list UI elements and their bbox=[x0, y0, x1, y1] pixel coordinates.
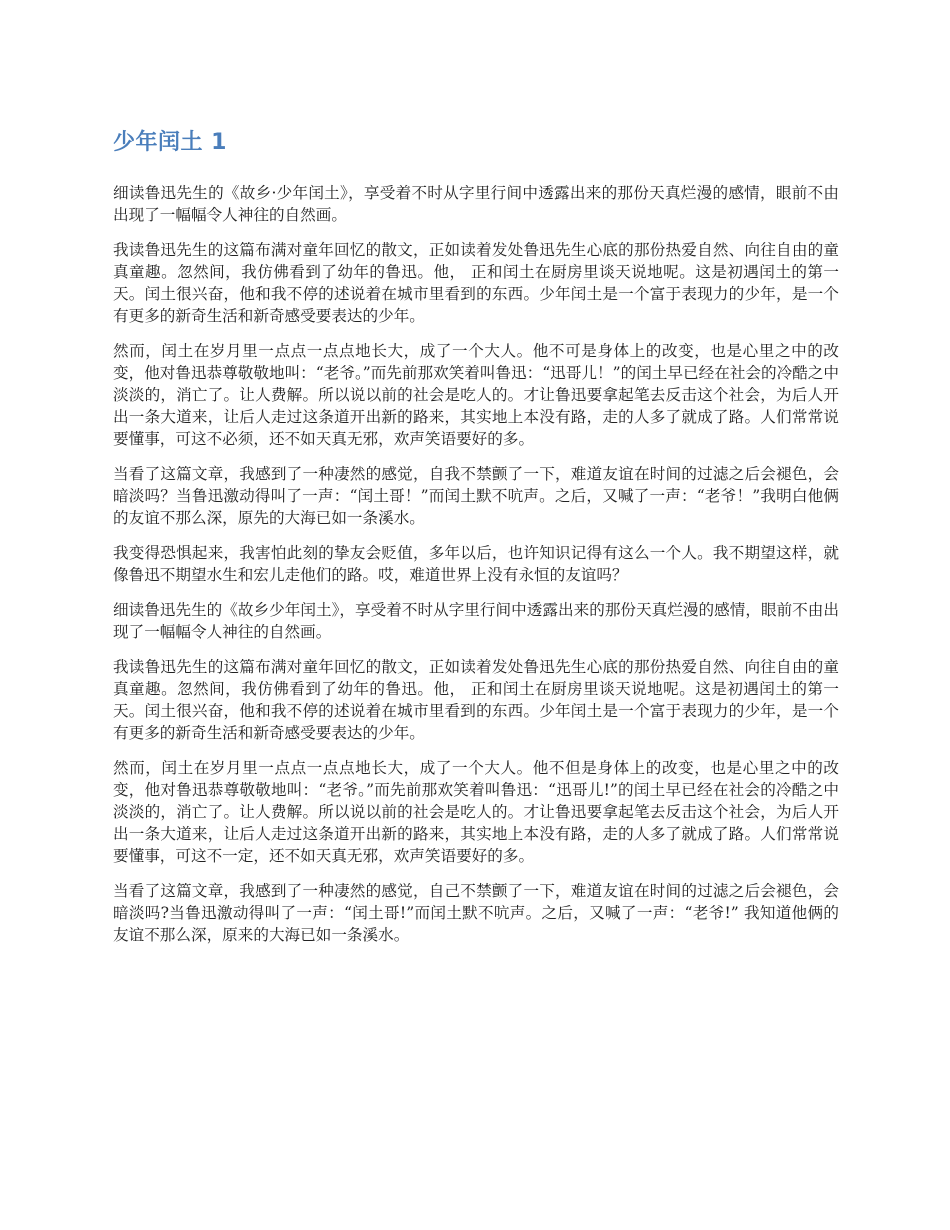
paragraph-5: 我变得恐惧起来，我害怕此刻的挚友会贬值，多年以后，也许知识记得有这么一个人。我不期望这样，就像鲁迅不期望水生和宏儿走他们的路。哎，难道世界上没有永恒的友谊吗？ bbox=[113, 544, 839, 584]
paragraph-3: 然而，闰土在岁月里一点点一点点地长大，成了一个大人。他不可是身体上的改变，也是心里之中的改变，他对鲁迅恭尊敬敬地叫：“老爷。”而先前那欢笑着叫鲁迅：“迅哥儿！”的闰土早已经在社会的冷酷之中淡淡的，消亡了。让人费解。所以说以前的社会是吃人的。才让鲁迅要拿起笔去反击这个社会，为后人开出一条大道来，让后人走过这条道开出新的路来，其实地上本没有路，走的人多了就成了路。人们常常说要懂事，可这不必须，还不如天真无邪，欢声笑语要好的多。 bbox=[113, 342, 839, 448]
paragraph-2: 我读鲁迅先生的这篇布满对童年回忆的散文，正如读着发处鲁迅先生心底的那份热爱自然、向往自由的童真童趣。忽然间，我仿佛看到了幼年的鲁迅。他， 正和闰土在厨房里谈天说地呢。这是初遇闰土的第一天。闰土很兴奋，他和我不停的述说着在城市里看到的东西。少年闰土是一个富于表现力的少年，是一个有更多的新奇生活和新奇感受要表达的少年。 bbox=[113, 241, 839, 325]
paragraph-7: 我读鲁迅先生的这篇布满对童年回忆的散文，正如读着发处鲁迅先生心底的那份热爱自然、向往自由的童真童趣。忽然间，我仿佛看到了幼年的鲁迅。他， 正和闰土在厨房里谈天说地呢。这是初遇闰土的第一天。闰土很兴奋，他和我不停的述说着在城市里看到的东西。少年闰土是一个富于表现力的少年，是一个有更多的新奇生活和新奇感受要表达的少年。 bbox=[113, 658, 839, 742]
paragraph-4: 当看了这篇文章，我感到了一种凄然的感觉，自我不禁颤了一下，难道友谊在时间的过滤之后会褪色，会暗淡吗？当鲁迅激动得叫了一声：“闰土哥！”而闰土默不吭声。之后，又喊了一声：“老爷！”我明白他俩的友谊不那么深，原先的大海已如一条溪水。 bbox=[113, 465, 839, 527]
paragraph-9: 当看了这篇文章，我感到了一种凄然的感觉，自己不禁颤了一下，难道友谊在时间的过滤之后会褪色，会暗淡吗?当鲁迅激动得叫了一声：“闰土哥!”而闰土默不吭声。之后，又喊了一声：“老爷!” 我知道他俩的友谊不那么深，原来的大海已如一条溪水。 bbox=[113, 882, 839, 944]
document-body bbox=[113, 128, 839, 959]
paragraph-1: 细读鲁迅先生的《故乡·少年闰土》，享受着不时从字里行间中透露出来的那份天真烂漫的感情，眼前不由出现了一幅幅令人神往的自然画。 bbox=[113, 184, 839, 224]
paragraph-8: 然而，闰土在岁月里一点点一点点地长大，成了一个大人。他不但是身体上的改变，也是心里之中的改变，他对鲁迅恭尊敬敬地叫：“老爷。”而先前那欢笑着叫鲁迅：“迅哥儿!”的闰土早已经在社会的冷酷之中淡淡的，消亡了。让人费解。所以说以前的社会是吃人的。才让鲁迅要拿起笔去反击这个社会，为后人开出一条大道来，让后人走过这条道开出新的路来，其实地上本没有路，走的人多了就成了路。人们常常说要懂事，可这不一定，还不如天真无邪，欢声笑语要好的多。 bbox=[113, 759, 839, 865]
paragraph-6: 细读鲁迅先生的《故乡少年闰土》，享受着不时从字里行间中透露出来的那份天真烂漫的感情，眼前不由出现了一幅幅令人神往的自然画。 bbox=[113, 601, 839, 641]
document-title: 少年闰土 1 bbox=[113, 130, 227, 155]
